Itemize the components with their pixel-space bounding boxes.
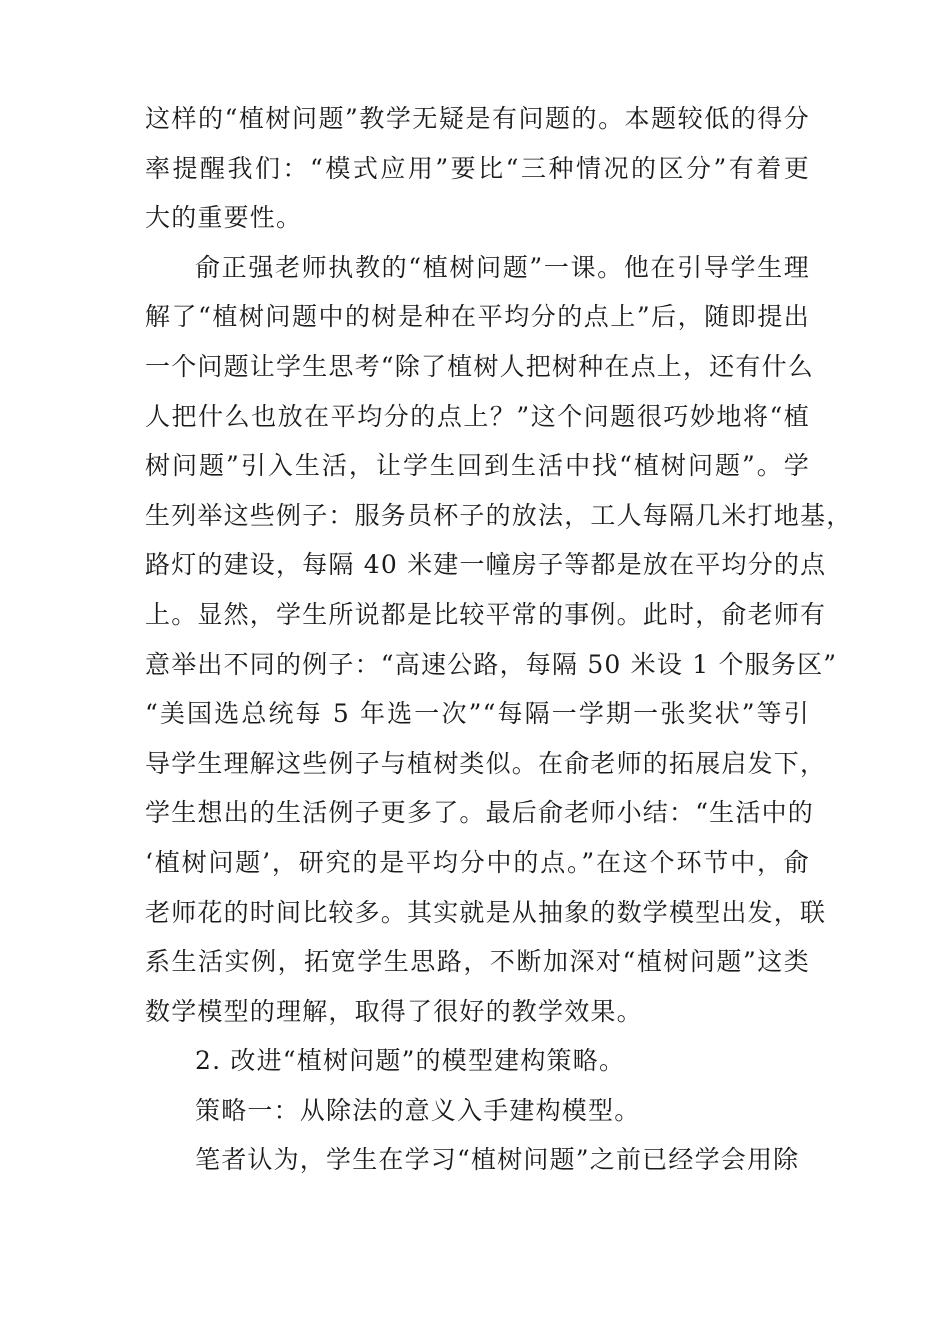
text-line: 这样的“植树问题”教学无疑是有问题的。本题较低的得分 — [145, 104, 810, 133]
paragraph — [145, 1135, 810, 1185]
text-line: 2. 改进“植树问题”的模型建构策略。 — [195, 1046, 626, 1076]
paragraph — [145, 94, 810, 243]
text-line: 率提醒我们：“模式应用”要比“三种情况的区分”有着更 — [145, 153, 810, 183]
text-line: 老师花的时间比较多。其实就是从抽象的数学模型出发，联 — [145, 897, 827, 927]
text-line: ‘植树问题’，研究的是平均分中的点。”在这个环节中，俞 — [145, 847, 810, 877]
paragraph — [145, 243, 853, 1037]
text-line: 意举出不同的例子：“高速公路，每隔 50 米设 1 个服务区” — [145, 649, 838, 679]
paragraph — [145, 1086, 810, 1136]
text-line: 树问题”引入生活，让学生回到生活中找“植树问题”。学 — [145, 451, 810, 481]
text-line: 大的重要性。 — [145, 203, 303, 233]
text-line: 生列举这些例子：服务员杯子的放法，工人每隔几米打地基， — [145, 500, 853, 530]
text-line: 一个问题让学生思考“除了植树人把树种在点上，还有什么 — [145, 351, 814, 381]
text-line: 笔者认为，学生在学习“植树问题”之前已经学会用除 — [195, 1145, 800, 1175]
text-line: 解了“植树问题中的树是种在平均分的点上”后，随即提出 — [145, 302, 810, 332]
text-line: 人把什么也放在平均分的点上？”这个问题很巧妙地将“植 — [145, 401, 810, 431]
text-line: 路灯的建设，每隔 40 米建一幢房子等都是放在平均分的点 — [145, 550, 827, 580]
text-line: 俞正强老师执教的“植树问题”一课。他在引导学生理 — [195, 252, 810, 282]
paragraph — [145, 1036, 810, 1086]
text-line: 策略一：从除法的意义入手建构模型。 — [195, 1095, 641, 1125]
text-line: “美国选总统每 5 年选一次”“每隔一学期一张奖状”等引 — [145, 699, 810, 729]
text-line: 数学模型的理解，取得了很好的教学效果。 — [145, 996, 643, 1026]
text-line: 系生活实例，拓宽学生思路，不断加深对“植树问题”这类 — [145, 947, 810, 977]
text-line: 上。显然，学生所说都是比较平常的事例。此时，俞老师有 — [145, 599, 827, 629]
text-line: 学生想出的生活例子更多了。最后俞老师小结：“生活中的 — [145, 798, 814, 828]
text-line: 导学生理解这些例子与植树类似。在俞老师的拓展启发下， — [145, 748, 827, 778]
body-text — [145, 94, 853, 1185]
